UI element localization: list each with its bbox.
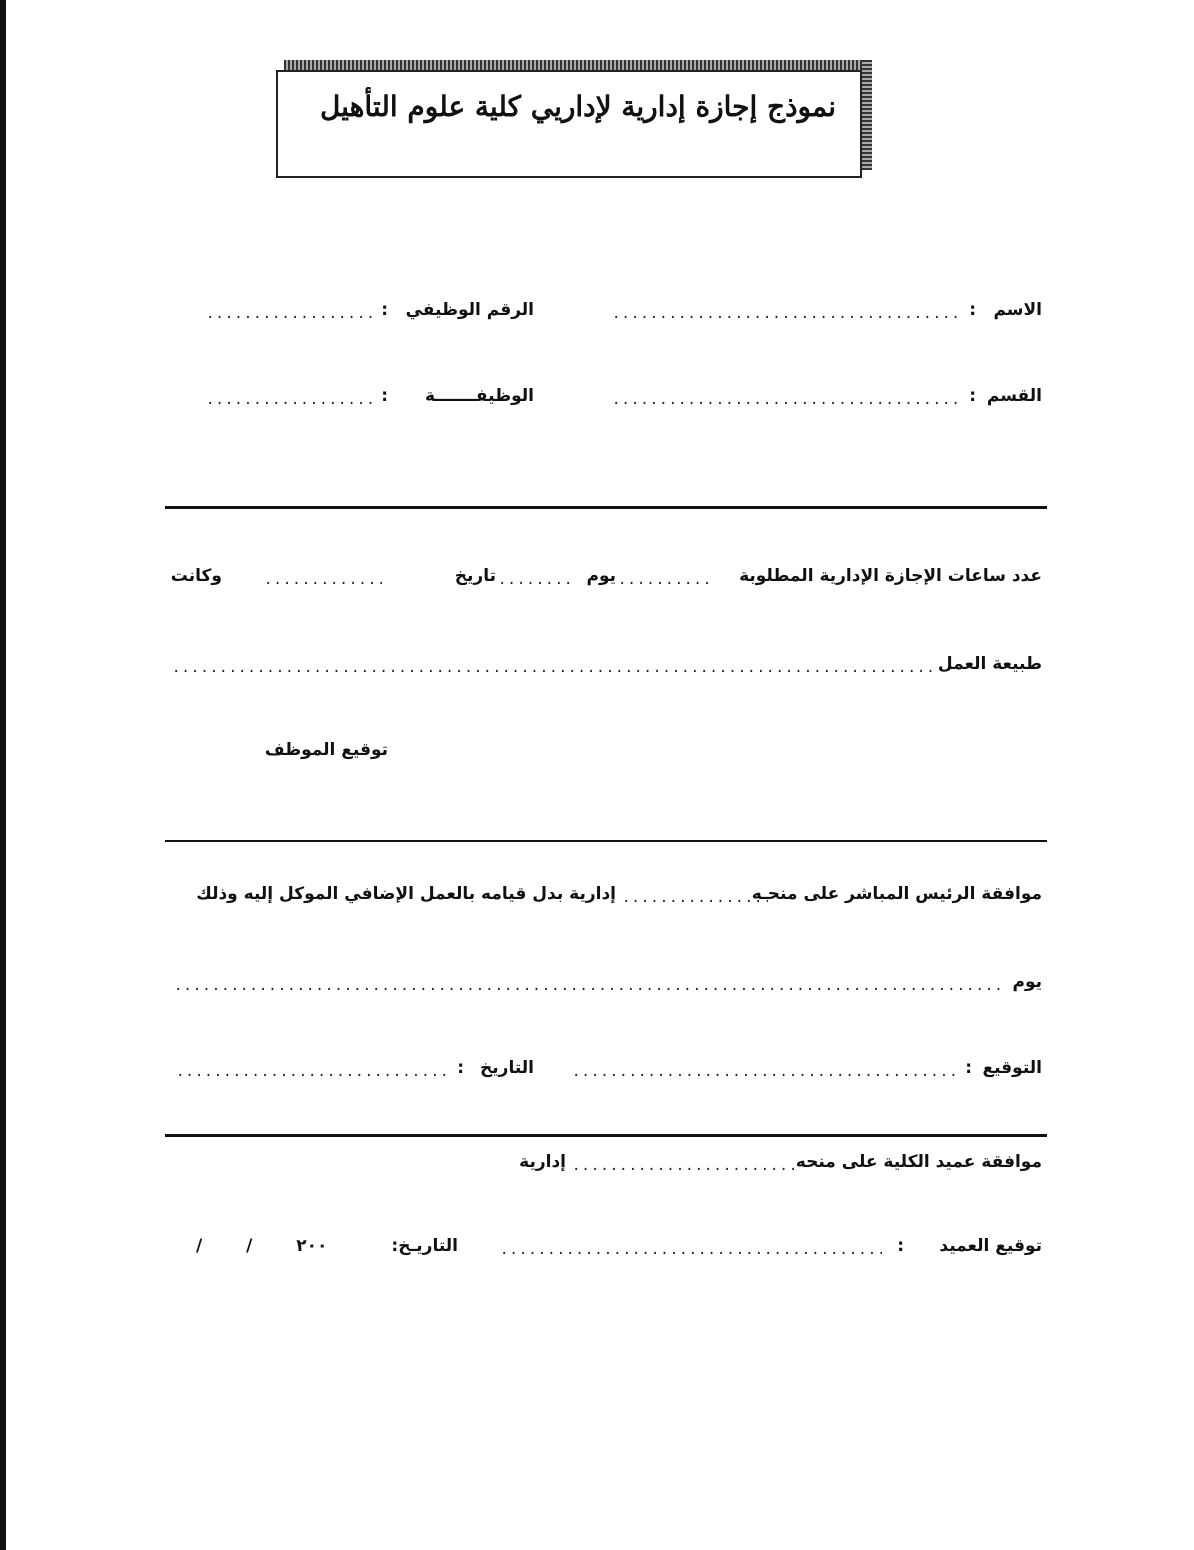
form-title: نموذج إجازة إدارية لإداريي كلية علوم التأهيل xyxy=(319,90,836,123)
supervisor-day-field[interactable] xyxy=(174,976,1006,996)
employee-no-colon: : xyxy=(381,300,388,320)
hours-label: عدد ساعات الإجازة الإدارية المطلوبة xyxy=(739,566,1042,586)
job-label: الوظيفـــــــة xyxy=(424,386,534,406)
supervisor-approval-reason: إدارية بدل قيامه بالعمل الإضافي الموكل إليه وذلك xyxy=(196,884,616,904)
dean-approval-suffix: إدارية xyxy=(519,1152,566,1172)
dean-signature-field[interactable] xyxy=(500,1240,882,1260)
section-divider-2 xyxy=(165,840,1047,842)
supervisor-date-colon: : xyxy=(457,1058,464,1078)
dean-date-template: / / ٢٠٠ xyxy=(196,1236,328,1256)
dean-signature-colon: : xyxy=(897,1236,904,1256)
employee-signature-label: توقيع الموظف xyxy=(264,740,388,760)
supervisor-day-label: يوم xyxy=(1012,972,1042,992)
title-box-shadow-side xyxy=(862,60,872,170)
request-date-label: تاريخ xyxy=(454,566,496,586)
dean-date-label: التاريـخ: xyxy=(391,1236,458,1256)
job-colon: : xyxy=(381,386,388,406)
name-field[interactable] xyxy=(612,304,958,324)
department-field[interactable] xyxy=(612,390,958,410)
supervisor-date-label: التاريخ xyxy=(480,1058,534,1078)
title-box-shadow xyxy=(284,60,870,70)
name-label: الاسم xyxy=(993,300,1042,320)
section-divider-1 xyxy=(165,506,1047,509)
supervisor-signature-label: التوقيع xyxy=(982,1058,1042,1078)
name-colon: : xyxy=(969,300,976,320)
department-colon: : xyxy=(969,386,976,406)
supervisor-signature-field[interactable] xyxy=(572,1062,960,1082)
dean-approval-label: موافقة عميد الكلية على منحه xyxy=(795,1152,1042,1172)
employee-no-field[interactable] xyxy=(206,304,374,324)
request-day-field[interactable] xyxy=(498,570,572,590)
supervisor-signature-colon: : xyxy=(965,1058,972,1078)
page-left-edge xyxy=(0,0,6,1550)
work-nature-field[interactable] xyxy=(172,658,932,678)
request-day-label: يوم xyxy=(586,566,616,586)
section-divider-3 xyxy=(165,1134,1047,1137)
hours-field[interactable] xyxy=(618,570,708,590)
work-nature-label: طبيعة العمل xyxy=(937,654,1042,674)
title-box xyxy=(276,70,862,178)
dean-signature-label: توقيع العميد xyxy=(939,1236,1042,1256)
employee-no-label: الرقم الوظيفي xyxy=(405,300,534,320)
supervisor-date-field[interactable] xyxy=(176,1062,446,1082)
dean-grant-field[interactable] xyxy=(572,1156,794,1176)
request-date-field[interactable] xyxy=(264,570,382,590)
job-field[interactable] xyxy=(206,390,374,410)
supervisor-approval-label: موافقة الرئيس المباشر على منحـه xyxy=(751,884,1042,904)
department-label: القسم xyxy=(986,386,1042,406)
supervisor-grant-field[interactable] xyxy=(622,888,768,908)
was-label: وكانت xyxy=(170,566,222,586)
